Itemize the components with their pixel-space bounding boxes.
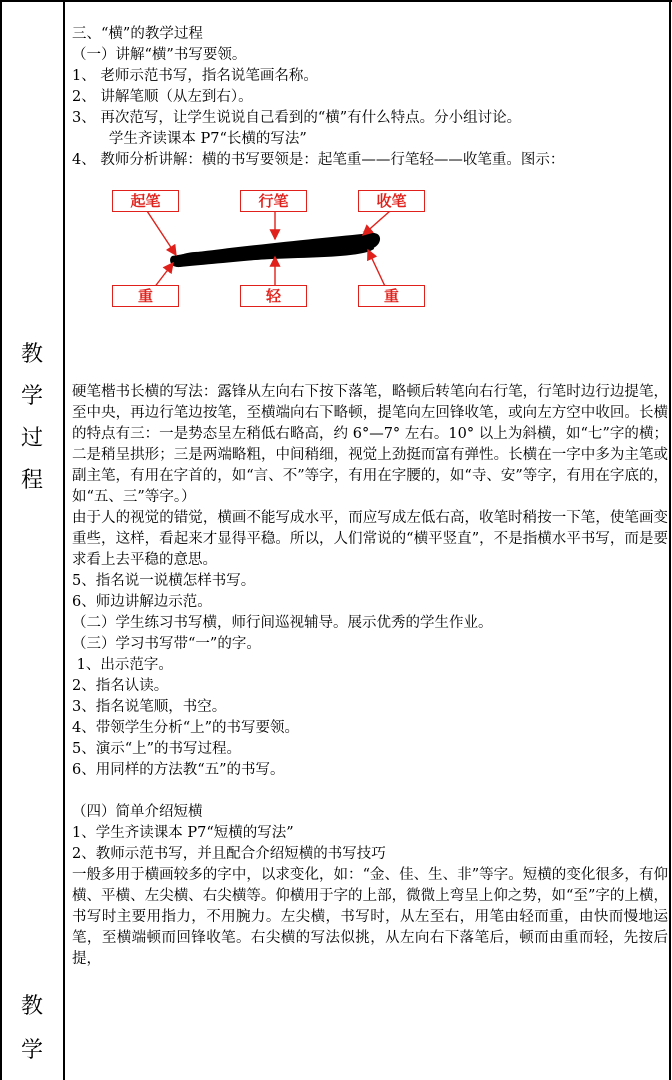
step-line: 3、 再次范写，让学生说说自己看到的“横”有什么特点。分小组讨论。 (72, 110, 522, 126)
step-line: 2、 讲解笔顺（从左到右）。 (72, 89, 253, 105)
part4-title: （四）简单介绍短横 (72, 804, 203, 820)
step-line: 1、出示范字。 (72, 657, 173, 673)
step-line: 1、学生齐读课本 P7“短横的写法” (72, 825, 294, 841)
step-line: 6、用同样的方法教“五”的书写。 (72, 762, 285, 778)
label-zhong-right: 重 (358, 285, 425, 307)
side-label-process (2, 340, 62, 496)
label-qing: 轻 (240, 285, 307, 307)
side-label-char: 学 (20, 1038, 43, 1063)
label-shoubi: 收笔 (358, 190, 425, 212)
side-label-char: 程 (20, 468, 43, 493)
step-line: 4、 教师分析讲解：横的书写要领是：起笔重——行笔轻——收笔重。图示： (72, 152, 565, 168)
side-label-char: 教 (20, 994, 43, 1019)
lesson-content (72, 0, 668, 970)
label-xingbi: 行笔 (240, 190, 307, 212)
short-stroke-paragraph: 一般多用于横画较多的字中，以求变化，如：“金、佳、生、非”等字。短横的变化很多，有仰横、平横、左尖横、右尖横等。仰横用于字的上部，微微上弯呈上仰之势，如“至”字的上横，书写时主要用指力，不用腕力。左尖横，书写时，从左至右，用笔由轻而重，由快而慢地运笔，至横端顿而回锋收笔。右尖横的写法似挑，从左向右下落笔后，顿而由重而轻，先按后提， (72, 867, 668, 967)
side-label-bottom (2, 992, 62, 1066)
label-qibi: 起笔 (112, 190, 179, 212)
part3-title: （三）学习书写带“一”的字。 (72, 636, 261, 652)
visual-illusion-paragraph: 由于人的视觉的错觉，横画不能写成水平，而应写成左低右高，收笔时稍按一下笔，使笔画变重些，这样，看起来才显得平稳。所以，人们常说的“横平竖直”，不是指横水平书写，而是要求看上去平稳的意思。 (72, 510, 668, 568)
table-border-right (669, 0, 671, 1080)
step-line: 5、指名说一说横怎样书写。 (72, 573, 256, 589)
step-line: 4、带领学生分析“上”的书写要领。 (72, 720, 300, 736)
step-line: 5、演示“上”的书写过程。 (72, 741, 242, 757)
step-line: 学生齐读课本 P7“长横的写法” (72, 131, 307, 147)
part1-title: （一）讲解“横”书写要领。 (72, 47, 247, 63)
part2-title: （二）学生练习书写横，师行间巡视辅导。展示优秀的学生作业。 (72, 615, 493, 631)
arrow-qibi (147, 211, 176, 255)
side-label-char: 过 (20, 426, 43, 451)
label-zhong-left: 重 (112, 285, 179, 307)
side-label-char: 学 (20, 384, 43, 409)
step-line: 6、师边讲解边示范。 (72, 594, 212, 610)
table-border-left (0, 0, 2, 1080)
table-column-divider (63, 0, 65, 1080)
arrow-shoubi (363, 211, 390, 235)
step-line: 2、指名认读。 (72, 678, 169, 694)
long-stroke-paragraph: 硬笔楷书长横的写法：露锋从左向右下按下落笔，略顿后转笔向右行笔，行笔时边行边提笔，至中央，再边行笔边按笔，至横端向右下略顿，提笔向左回锋收笔，或向左方空中收回。长横的特点有三：一是势态呈左稍低右略高，约 6°—7° 左右。10° 以上为斜横，如“七”字的横；二是稍呈拱形；三是两端略粗，中间稍细，视觉上劲挺而富有弹性。长横在一字中多为主笔或副主笔，有用在字首的，如“言、不”等字，有用在字腰的，如“寺、安”等字，有用在字底的，如“五、三”等字。） (72, 384, 668, 505)
step-line: 2、教师示范书写，并且配合介绍短横的书写技巧 (72, 846, 386, 862)
step-line: 3、指名说笔顺，书空。 (72, 699, 227, 715)
side-label-char: 教 (20, 342, 43, 367)
stroke-diagram (72, 171, 668, 382)
blank-line (72, 781, 668, 802)
section-title: 三、“横”的教学过程 (72, 26, 203, 42)
step-line: 1、 老师示范书写，指名说笔画名称。 (72, 68, 318, 84)
